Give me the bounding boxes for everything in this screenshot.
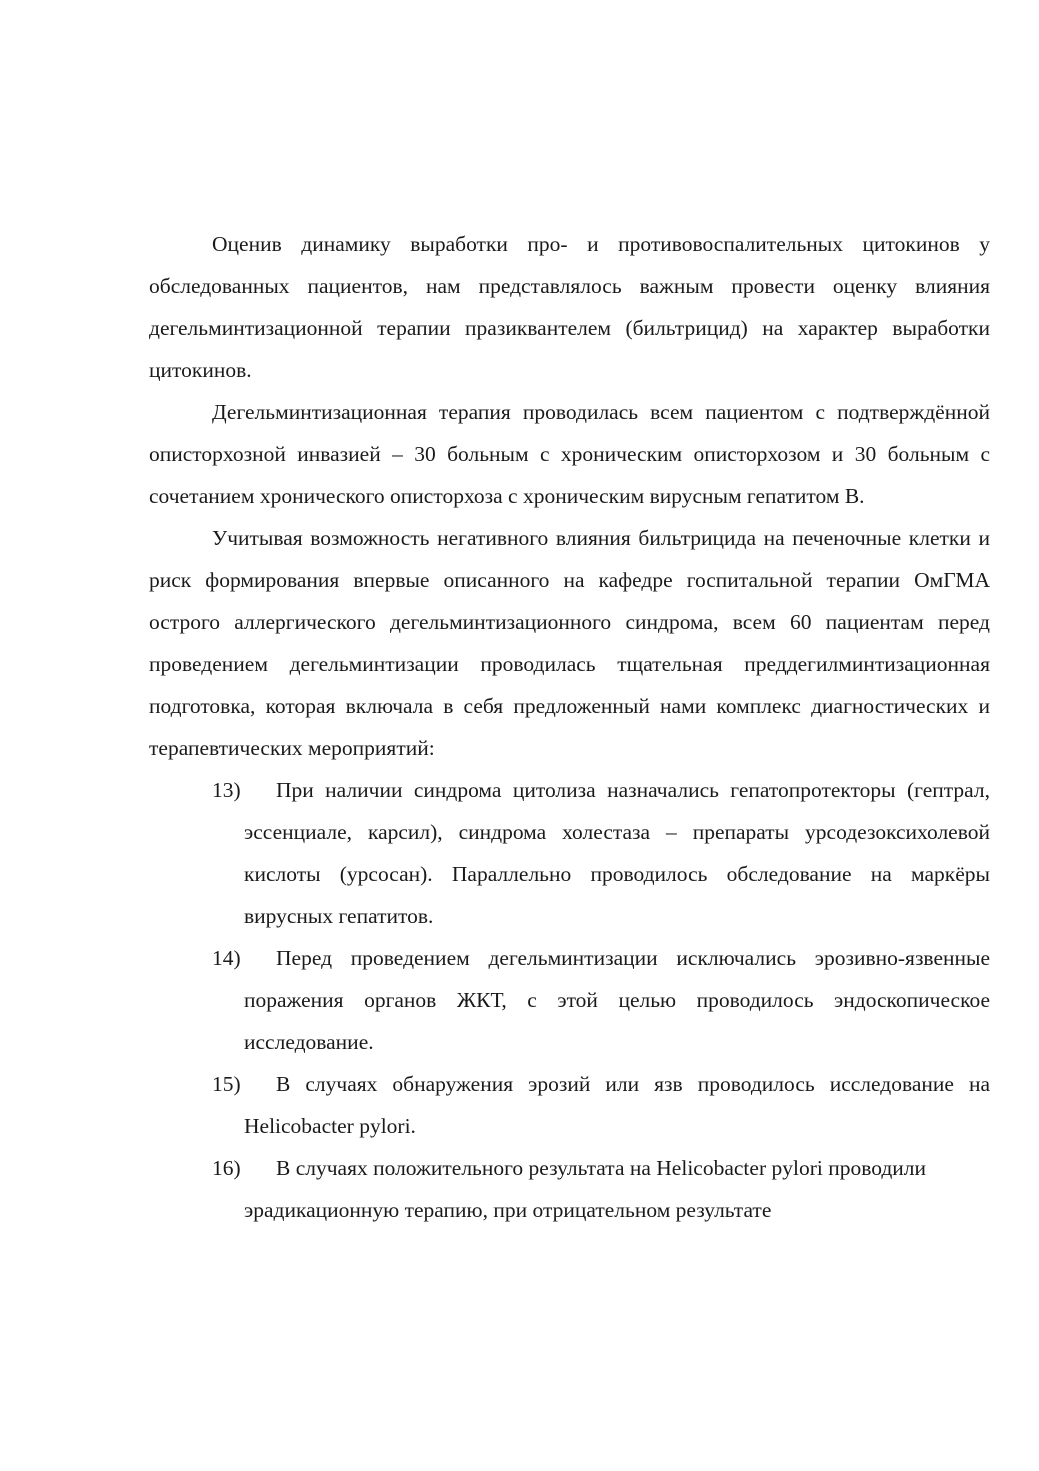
list-item-text: В случаях положительного результата на Helicobacter pylori проводили эрадикационную терапию, при отрицательном результате xyxy=(244,1156,927,1222)
paragraph-preparation: Учитывая возможность негативного влияния бильтрицида на печеночные клетки и риск формирования впервые описанного на кафедре госпитальной терапии ОмГМА острого аллергического дегельминтизационного синдрома, всем 60 пациентам перед проведением дегельминтизации проводилась тщательная преддегилминтизационная подготовка, которая включала в себя предложенный нами комплекс диагностических и терапевтических мероприятий: xyxy=(149,526,990,760)
list-item-number: 14) xyxy=(212,946,241,970)
list-item xyxy=(149,1147,990,1231)
document-page xyxy=(149,223,990,1231)
list-item xyxy=(149,1063,990,1147)
paragraph-cytokine-assessment: Оценив динамику выработки про- и противовоспалительных цитокинов у обследованных пациентов, нам представлялось важным провести оценку влияния дегельминтизационной терапии празиквантелем (бильтрицид) на характер выработки цитокинов. xyxy=(149,232,990,382)
paragraph-deworming-therapy: Дегельминтизационная терапия проводилась всем пациентом с подтверждённой описторхозной инвазией – 30 больным с хроническим описторхозом и 30 больным с сочетанием хронического описторхоза с хроническим вирусным гепатитом В. xyxy=(149,400,990,508)
list-item xyxy=(149,769,990,937)
list-item-text: При наличии синдрома цитолиза назначались гепатопротекторы (гептрал, эссенциале, карсил), синдрома холестаза – препараты урсодезоксихолевой кислоты (урсосан). Параллельно проводилось обследование на маркёры вирусных гепатитов. xyxy=(244,778,990,928)
list-item-number: 15) xyxy=(212,1072,241,1096)
list-item-text: Перед проведением дегельминтизации исключались эрозивно-язвенные поражения органов ЖКТ, с этой целью проводилось эндоскопическое исследование. xyxy=(244,946,990,1054)
list-item xyxy=(149,937,990,1063)
list-item-number: 16) xyxy=(212,1156,241,1180)
list-item-number: 13) xyxy=(212,778,241,802)
measures-list xyxy=(149,769,990,1231)
list-item-text: В случаях обнаружения эрозий или язв проводилось исследование на Helicobacter pylori. xyxy=(244,1072,990,1138)
